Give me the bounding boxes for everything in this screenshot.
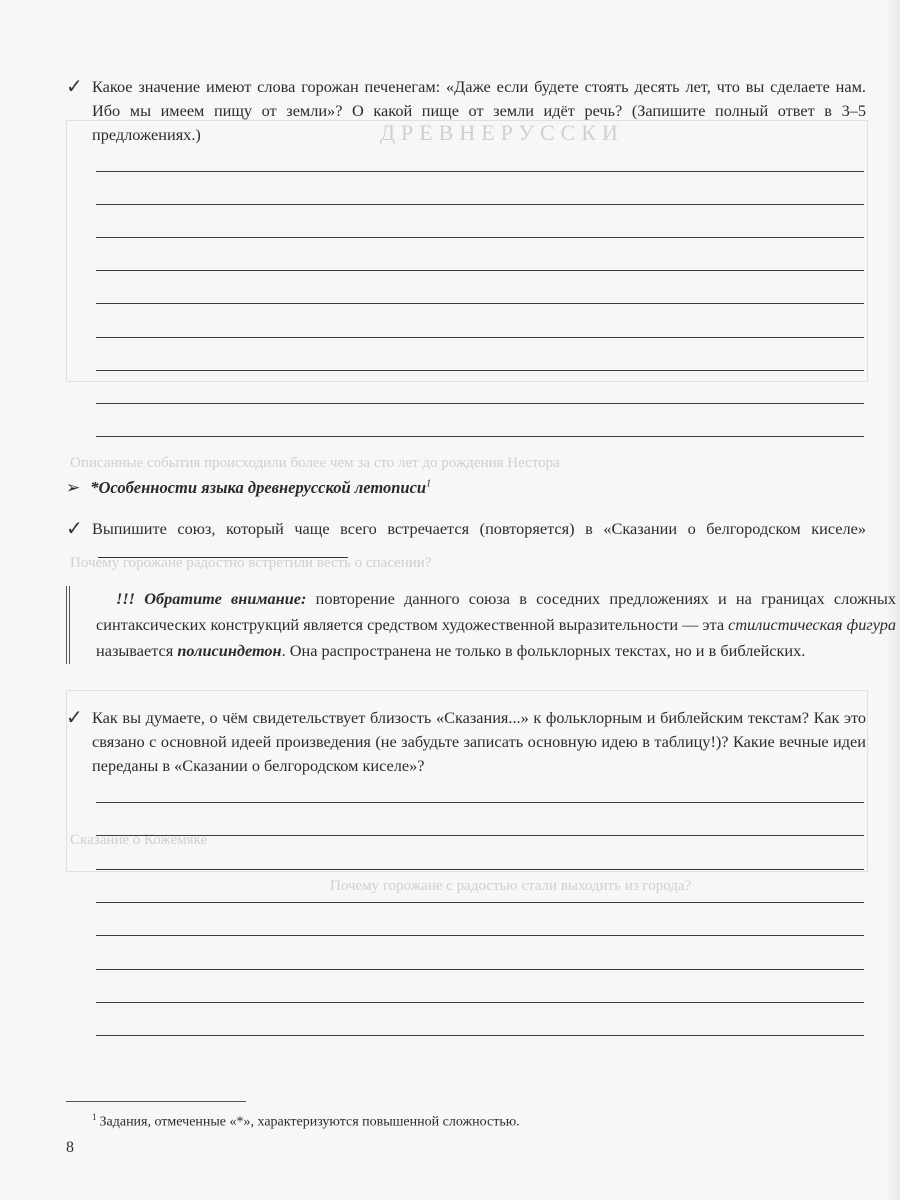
show-through-text: Сказание о Кожемяке	[70, 832, 208, 848]
answer-line[interactable]	[96, 969, 864, 970]
check-icon: ✓	[66, 516, 83, 540]
task-3-question: Как вы думаете, о чём свидетельствует близость «Сказания...» к фольклорным и библейским текстам? Как это связано с основной идеей произведения (не забудьте записать основную идею в таблицу!)? Какие вечные идеи переданы в «Сказании о белгородском киселе»?	[92, 708, 866, 775]
show-through-text: Почему горожане радостно встретили весть о спасении?	[70, 555, 432, 571]
conjunction-answer-field[interactable]	[98, 543, 348, 558]
answer-line[interactable]	[96, 935, 864, 936]
task-3	[66, 706, 866, 778]
note-term-polysyndeton: полисиндетон	[177, 641, 282, 660]
note-text: . Она распространена не только в фольклорных текстах, но и в библейских.	[281, 641, 806, 660]
answer-line[interactable]	[96, 869, 864, 870]
answer-line[interactable]	[96, 835, 864, 836]
answer-line[interactable]	[96, 337, 864, 338]
answer-line[interactable]	[96, 204, 864, 205]
task-1	[66, 75, 866, 147]
arrow-icon: ➢	[66, 478, 81, 498]
check-icon: ✓	[66, 74, 83, 98]
show-through-text: Описанные события происходили более чем за сто лет до рождения Нестора	[70, 455, 560, 471]
answer-line[interactable]	[96, 902, 864, 903]
task-2-question	[92, 517, 866, 565]
answer-line[interactable]	[96, 436, 864, 437]
footnote-number: 1	[92, 1112, 97, 1122]
footnote-divider	[66, 1101, 246, 1102]
section-title: *Особенности языка древнерусской летописи	[90, 478, 427, 497]
answer-line[interactable]	[96, 303, 864, 304]
note-text: повторение данного союза в соседних предложениях и на границах сложных синтаксических конструкций является средством художественной выразительности — эта	[96, 589, 896, 634]
answer-line[interactable]	[96, 171, 864, 172]
answer-line[interactable]	[96, 1035, 864, 1036]
answer-line[interactable]	[96, 270, 864, 271]
note-lead: !!! Обратите внимание:	[116, 589, 307, 608]
footnote-ref: 1	[426, 478, 432, 490]
page-number: 8	[66, 1139, 74, 1156]
answer-line[interactable]	[96, 237, 864, 238]
show-through-table	[66, 120, 868, 382]
task-1-question: Какое значение имеют слова горожан печенегам: «Даже если будете стоять десять лет, что вы сделаете нам. Ибо мы имеем пищу от земли»? О какой пище от земли идёт речь? (Запишите полный ответ в 3–5 предложениях.)	[92, 77, 866, 144]
answer-line[interactable]	[96, 802, 864, 803]
answer-line[interactable]	[96, 1002, 864, 1003]
attention-note	[66, 586, 896, 664]
check-icon: ✓	[66, 705, 83, 729]
section-heading	[66, 478, 431, 498]
footnote-text: Задания, отмеченные «*», характеризуются повышенной сложностью.	[99, 1114, 520, 1130]
show-through-text: Почему горожане с радостью стали выходить из города?	[330, 878, 692, 894]
answer-line[interactable]	[96, 370, 864, 371]
task-2-question-text: Выпишите союз, который чаще всего встречается (повторяется) в «Сказании о белгородском киселе»	[92, 519, 866, 538]
answer-line[interactable]	[96, 403, 864, 404]
note-text: называется	[96, 641, 178, 660]
task-2	[66, 517, 866, 565]
note-term-figure: стилистическая фигура	[728, 615, 896, 634]
show-through-text: ДРЕВНЕРУССКИ	[380, 120, 624, 145]
footnote	[92, 1112, 520, 1131]
